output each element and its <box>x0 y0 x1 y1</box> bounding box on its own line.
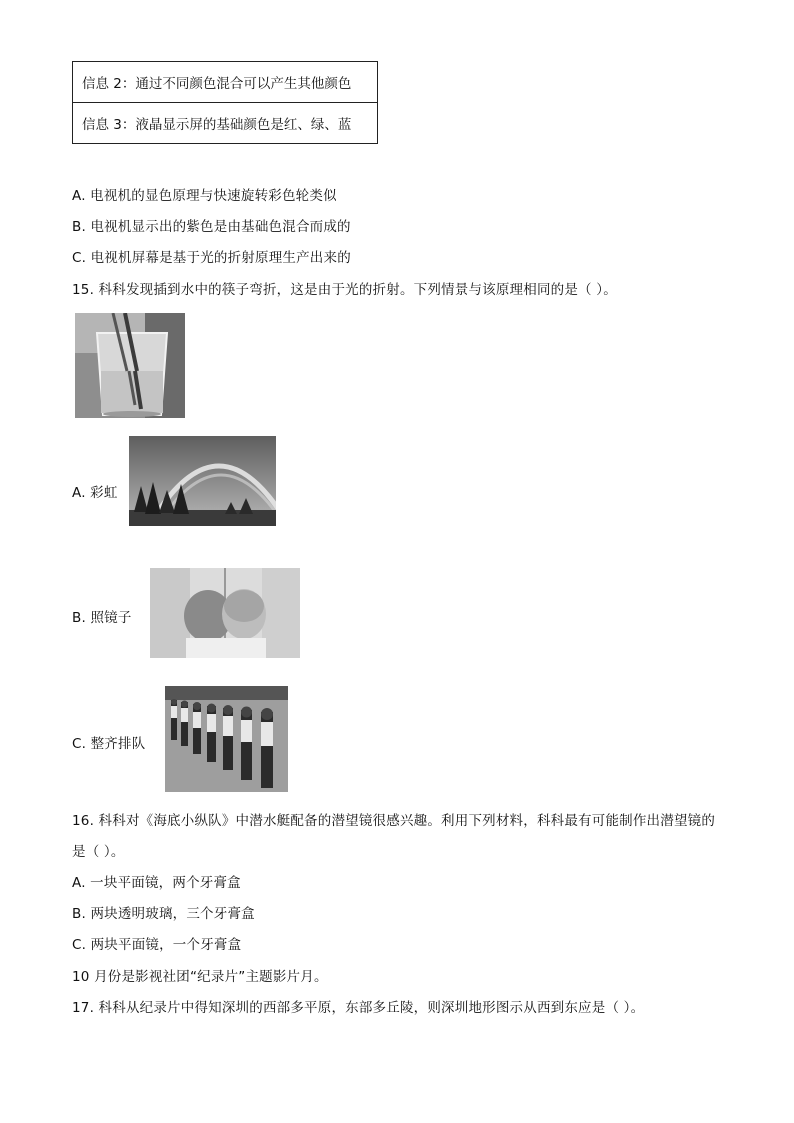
chopsticks-in-water-photo <box>75 313 185 418</box>
q14-option-b: B. 电视机显示出的紫色是由基础色混合而成的 <box>72 219 351 235</box>
q16-option-b: B. 两块透明玻璃，三个牙膏盒 <box>72 906 255 922</box>
q14-option-a: A. 电视机的显色原理与快速旋转彩色轮类似 <box>72 188 337 204</box>
q16-option-a: A. 一块平面镜，两个牙膏盒 <box>72 875 241 891</box>
mirror-photo <box>150 568 300 658</box>
q15-option-b-label: B. 照镜子 <box>72 610 132 626</box>
info-table <box>72 61 378 144</box>
info-row-2-text: 信息 2：通过不同颜色混合可以产生其他颜色 <box>73 62 378 103</box>
q15-option-a-label: A. 彩虹 <box>72 485 118 501</box>
info-row <box>73 103 378 144</box>
q16-option-c: C. 两块平面镜，一个牙膏盒 <box>72 937 242 953</box>
q16-stem-line2: 是（ ）。 <box>72 844 125 860</box>
q14-option-c: C. 电视机屏幕是基于光的折射原理生产出来的 <box>72 250 351 266</box>
queue-photo <box>165 686 288 792</box>
info-row <box>73 62 378 103</box>
q17-stem: 17. 科科从纪录片中得知深圳的西部多平原，东部多丘陵，则深圳地形图示从西到东应是（ ）。 <box>72 1000 645 1016</box>
q15-option-c-label: C. 整齐排队 <box>72 736 146 752</box>
section-note: 10 月份是影视社团“纪录片”主题影片月。 <box>72 969 328 985</box>
q16-stem-line1: 16. 科科对《海底小纵队》中潜水艇配备的潜望镜很感兴趣。利用下列材料，科科最有可能制作出潜望镜的 <box>72 813 716 829</box>
info-row-3-text: 信息 3：液晶显示屏的基础颜色是红、绿、蓝 <box>73 103 378 144</box>
rainbow-photo <box>129 436 276 526</box>
q15-stem: 15. 科科发现插到水中的筷子弯折，这是由于光的折射。下列情景与该原理相同的是（ ）。 <box>72 282 617 298</box>
